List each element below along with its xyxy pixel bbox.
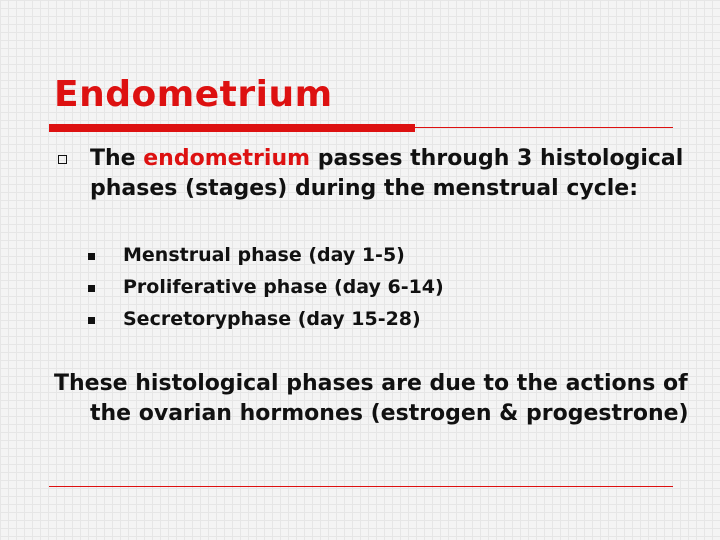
list-item-label: Proliferative phase (day 6-14) [123, 276, 444, 298]
main-bullet-text-after: passes through 3 histological phases (stages) during the menstrual cycle: [90, 146, 684, 201]
bottom-rule [49, 486, 673, 487]
list-item [88, 303, 444, 335]
title-underline-thin [415, 127, 673, 128]
list-item-label: Secretoryphase (day 15-28) [123, 308, 421, 330]
list-item [88, 239, 444, 271]
slide-title: Endometrium [54, 74, 333, 115]
hollow-square-bullet-icon [58, 155, 67, 164]
hormones-paragraph: These histological phases are due to the actions of the ovarian hormones (estrogen & progestrone) [54, 371, 689, 426]
list-item [88, 271, 444, 303]
phase-list [88, 239, 444, 335]
main-bullet-highlight: endometrium [143, 146, 311, 171]
list-item-label: Menstrual phase (day 1-5) [123, 244, 405, 266]
main-bullet-text [90, 144, 690, 204]
main-bullet-text-before: The [90, 146, 144, 171]
filled-square-bullet-icon [88, 317, 95, 324]
title-underline-thick [49, 124, 415, 132]
filled-square-bullet-icon [88, 253, 95, 260]
filled-square-bullet-icon [88, 285, 95, 292]
